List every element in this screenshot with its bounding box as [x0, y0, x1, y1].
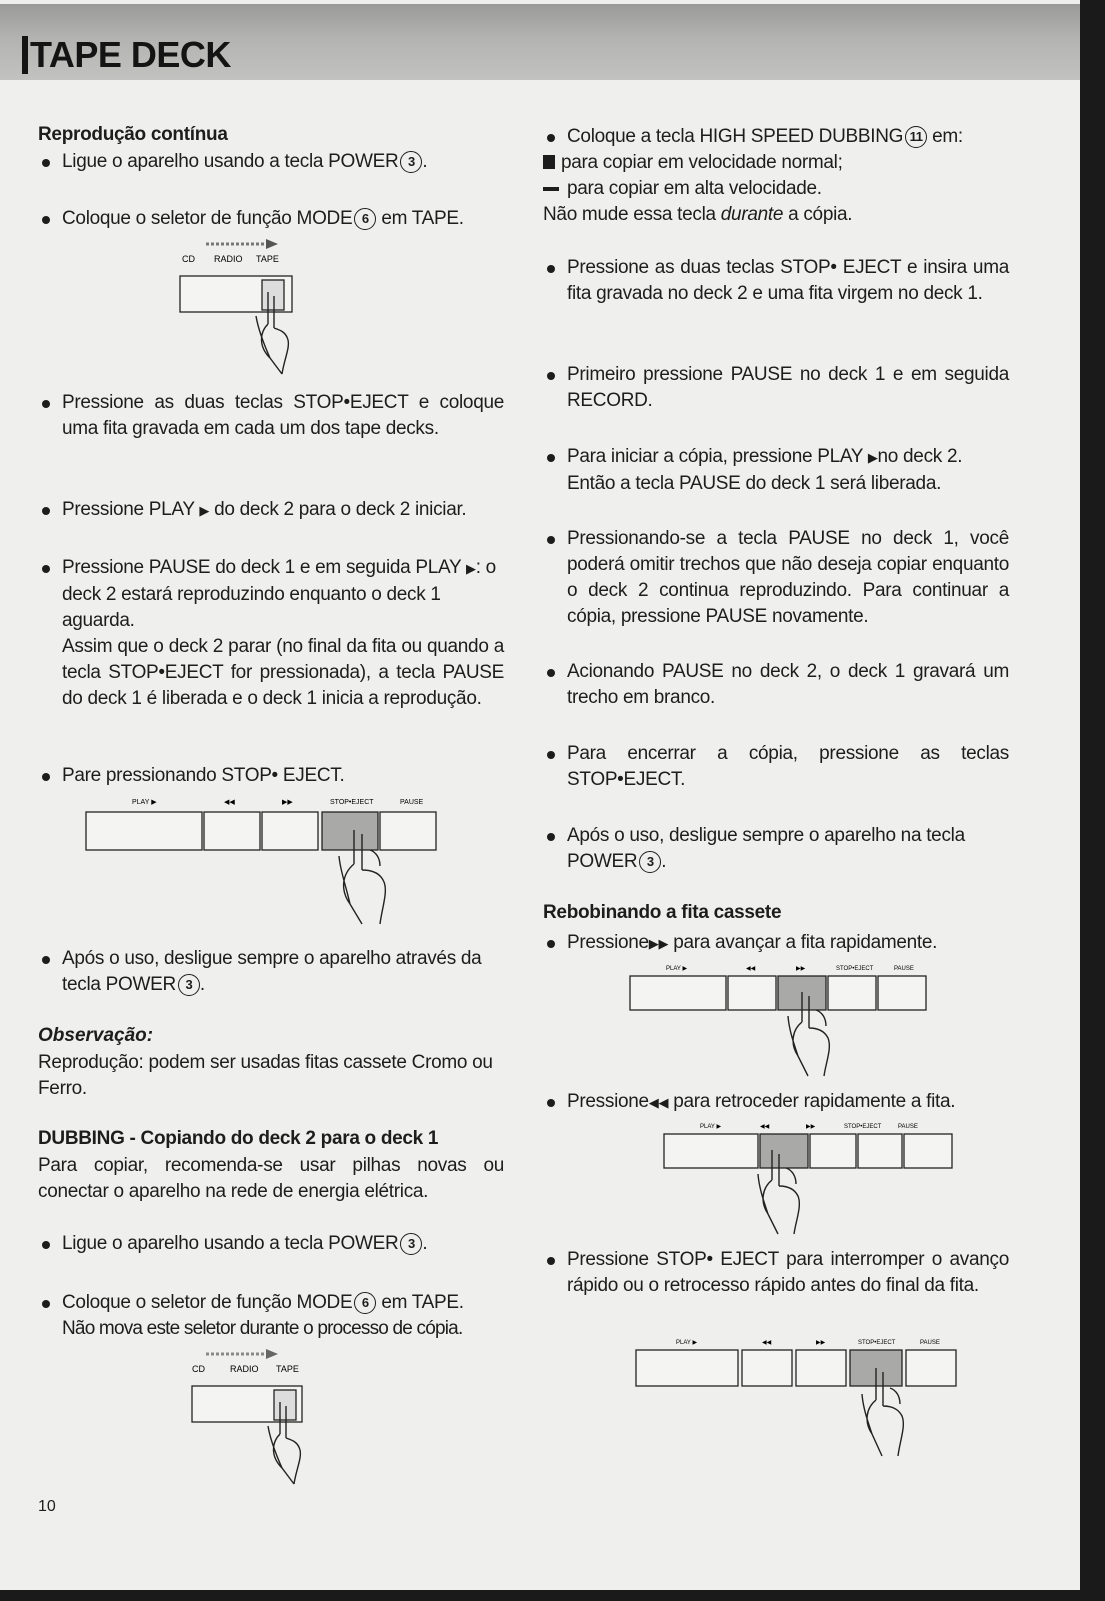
selector-radio-label: RADIO	[230, 1364, 259, 1374]
key-label-rew: ◀◀	[760, 1124, 770, 1130]
rew-key	[204, 812, 260, 850]
step-end-copy	[543, 741, 1009, 793]
power-ref-badge: 3	[400, 151, 422, 173]
option-normal-speed: para copiar em velocidade normal;	[561, 152, 843, 173]
section-heading-rewind: Rebobinando a fita cassete	[543, 902, 782, 923]
step-power-off-dubbing	[543, 823, 1013, 875]
step-text-continued: Não mova este seletor durante o processo de cópia.	[62, 1318, 463, 1339]
step-pause-record	[543, 362, 1009, 414]
step-text: Para iniciar a cópia, pressione PLAY	[567, 446, 863, 467]
step-text: Para encerrar a cópia, pressione as teclas STOP•EJECT.	[543, 741, 1009, 793]
key-label-stop: STOP•EJECT	[844, 1124, 882, 1130]
mode-ref-badge: 6	[354, 208, 376, 230]
step-power-on: Ligue o aparelho usando a tecla POWER 3 .	[38, 149, 508, 175]
key-label-stop: STOP•EJECT	[858, 1340, 896, 1346]
high-speed-position-icon	[543, 187, 559, 191]
key-label-ff: ▶▶	[796, 966, 806, 972]
power-ref-badge: 3	[639, 851, 661, 873]
step-stop-eject	[38, 763, 508, 789]
dubbing-ref-badge: 11	[905, 126, 927, 148]
mode-ref-badge: 6	[354, 1292, 376, 1314]
section-heading-continuous: Reprodução contínua	[38, 124, 228, 145]
step-pause-deck2	[543, 659, 1009, 711]
step-play-deck2	[38, 497, 508, 524]
step-text: Coloque o seletor de função MODE	[62, 1292, 353, 1313]
stop-key-pressed	[322, 812, 378, 850]
step-text: Pressione PLAY	[62, 499, 195, 520]
warning-text: Não mude essa tecla	[543, 204, 716, 225]
step-text-end: .	[422, 1233, 428, 1254]
step-power-off	[38, 946, 508, 998]
step-text: Pressione PAUSE do deck 1 e em seguida PLAY	[62, 557, 462, 578]
step-text-continued: Assim que o deck 2 parar (no final da fita ou quando a tecla STOP•EJECT for pressionada), a tecla PAUSE do deck 1 é liberada e o deck 1 inicia a reprodução.	[62, 636, 504, 709]
power-ref-badge: 3	[178, 974, 200, 996]
note-text: Reprodução: podem ser usadas fitas cassete Cromo ou Ferro.	[38, 1052, 493, 1099]
selector-cd-label: CD	[192, 1364, 205, 1374]
key-label-pause: PAUSE	[894, 966, 914, 972]
step-mode-tape	[38, 206, 508, 232]
selector-cd-label: CD	[182, 254, 195, 264]
step-text: Ligue o aparelho usando a tecla POWER	[62, 151, 399, 172]
key-label-ff: ▶▶	[282, 799, 293, 806]
key-label-ff: ▶▶	[806, 1124, 816, 1130]
ff-symbol: ▶▶	[648, 936, 669, 951]
key-label-pause: PAUSE	[898, 1124, 918, 1130]
step-text: Pressione	[567, 1091, 649, 1112]
warning-emphasis: durante	[720, 204, 784, 225]
normal-speed-position-icon	[543, 155, 555, 169]
step-pause-then-play	[38, 555, 504, 712]
play-symbol: ▶	[199, 503, 210, 518]
mode-selector-illustration	[170, 236, 330, 386]
step-text-end: em TAPE.	[381, 208, 464, 229]
step-insert-tapes	[38, 390, 504, 442]
step-text-end: para avançar a fita rapidamente.	[673, 932, 938, 953]
pause-key	[380, 812, 436, 850]
step-fast-forward	[543, 930, 1013, 957]
key-label-pause: PAUSE	[920, 1340, 940, 1346]
step-text: Pressione	[567, 932, 649, 953]
key-label-play: PLAY ▶	[676, 1340, 698, 1346]
key-label-play: PLAY ▶	[132, 799, 157, 806]
step-text: Pare pressionando STOP• EJECT.	[38, 763, 508, 789]
step-start-copy	[543, 444, 1013, 497]
step-text: Acionando PAUSE no deck 2, o deck 1 gravará um trecho em branco.	[543, 659, 1009, 711]
warning-text-end: a cópia.	[788, 204, 853, 225]
transport-keys-stop-illustration	[84, 794, 444, 934]
step-text-end: .	[661, 851, 667, 872]
play-key	[86, 812, 202, 850]
step-rewind	[543, 1089, 1013, 1116]
key-label-ff: ▶▶	[816, 1340, 826, 1346]
section-heading-dubbing: DUBBING - Copiando do deck 2 para o deck 1	[38, 1128, 439, 1149]
key-label-stop: STOP•EJECT	[836, 966, 874, 972]
dubbing-intro-text: Para copiar, recomenda-se usar pilhas novas ou conectar o aparelho na rede de energia elétrica.	[38, 1155, 504, 1202]
dub-step-mode-tape	[38, 1290, 508, 1342]
step-text: Após o uso, desligue sempre o aparelho através da tecla POWER	[62, 948, 482, 995]
transport-keys-ff-illustration	[626, 960, 936, 1085]
selector-radio-label: RADIO	[214, 254, 243, 264]
page-title: TAPE DECK	[30, 34, 231, 75]
key-label-rew: ◀◀	[762, 1340, 772, 1346]
key-label-play: PLAY ▶	[666, 966, 688, 972]
key-label-stop: STOP•EJECT	[330, 799, 374, 806]
step-text-end: .	[199, 974, 205, 995]
selector-tape-label: TAPE	[276, 1364, 299, 1374]
step-text: Pressione as duas teclas STOP• EJECT e insira uma fita gravada no deck 2 e uma fita virgem no deck 1.	[543, 255, 1009, 307]
step-text-end: : o deck 2 estará reproduzindo enquanto o deck 1 aguarda.	[62, 557, 496, 631]
step-text: Coloque a tecla HIGH SPEED DUBBING	[567, 126, 904, 147]
step-high-speed-dubbing	[543, 124, 1013, 228]
rew-key-pressed	[760, 1134, 808, 1168]
note-heading: Observação:	[38, 1025, 154, 1046]
key-label-rew: ◀◀	[746, 966, 756, 972]
step-text: Pressione STOP• EJECT para interromper o avanço rápido ou o retrocesso rápido antes do final da fita.	[543, 1247, 1009, 1299]
header-strip	[22, 36, 28, 74]
page-header	[0, 4, 1080, 80]
key-label-pause: PAUSE	[400, 799, 424, 806]
dub-step-power-on	[38, 1231, 508, 1257]
step-text: Pressionando-se a tecla PAUSE no deck 1, você poderá omitir trechos que não deseja copiar enquanto o deck 2 continua reproduzindo. Para continuar a cópia, pressione PAUSE novamente.	[543, 526, 1009, 630]
step-insert-tapes-dubbing	[543, 255, 1009, 307]
option-high-speed: para copiar em alta velocidade.	[567, 178, 822, 199]
power-ref-badge: 3	[400, 1233, 422, 1255]
step-text: Coloque o seletor de função MODE	[62, 208, 353, 229]
play-symbol: ▶	[466, 561, 476, 576]
selector-tape-label: TAPE	[256, 254, 279, 264]
step-text-end: em:	[932, 126, 963, 147]
page-number: 10	[38, 1498, 56, 1515]
key-label-play: PLAY ▶	[700, 1124, 722, 1130]
ff-key	[262, 812, 318, 850]
play-symbol: ▶	[867, 450, 878, 465]
rew-symbol: ◀◀	[648, 1095, 669, 1110]
step-text: Após o uso, desligue sempre o aparelho na tecla POWER	[567, 825, 965, 872]
key-label-rew: ◀◀	[224, 799, 235, 806]
step-text-end: para retroceder rapidamente a fita.	[673, 1091, 956, 1112]
scan-border-bottom	[0, 1590, 1105, 1601]
step-text-end: em TAPE.	[381, 1292, 464, 1313]
mode-selector-illustration-2	[180, 1346, 340, 1496]
step-text-end: do deck 2 para o deck 2 iniciar.	[214, 499, 467, 520]
step-text: Pressione as duas teclas STOP•EJECT e coloque uma fita gravada em cada um dos tape decks.	[38, 390, 504, 442]
transport-keys-stop2-illustration	[632, 1334, 962, 1474]
transport-keys-rew-illustration	[660, 1118, 970, 1243]
scan-border-right	[1080, 0, 1105, 1601]
step-text: Ligue o aparelho usando a tecla POWER	[62, 1233, 399, 1254]
step-pause-skip	[543, 526, 1009, 630]
step-text-end: no deck 2. Então a tecla PAUSE do deck 1 será liberada.	[567, 446, 963, 494]
step-stop-winding	[543, 1247, 1009, 1299]
step-text: Primeiro pressione PAUSE no deck 1 e em seguida RECORD.	[543, 362, 1009, 414]
